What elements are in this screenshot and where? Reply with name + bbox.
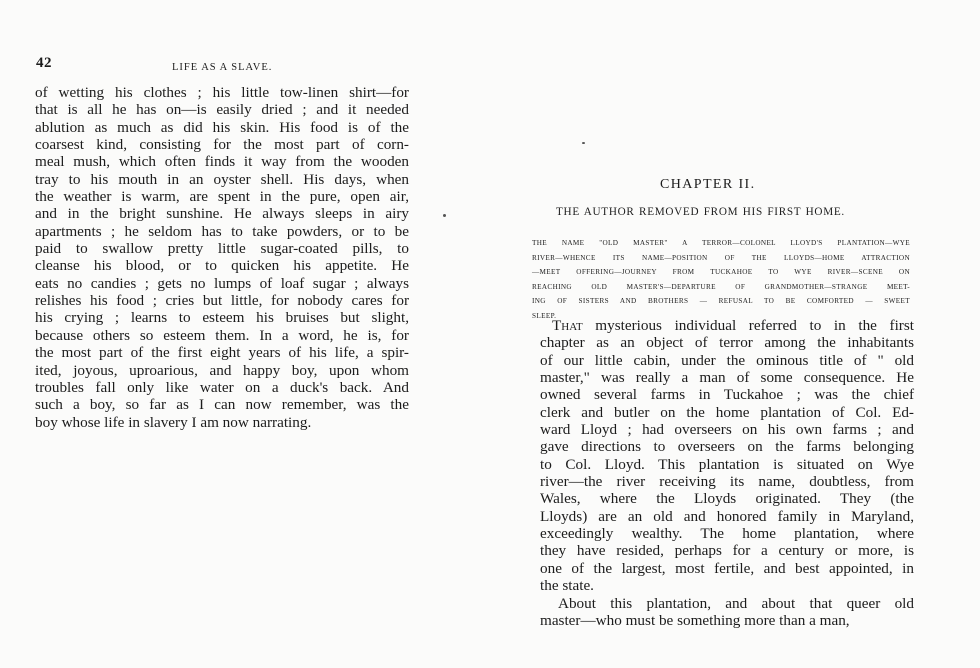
chapter-title: THE AUTHOR REMOVED FROM HIS FIRST HOME.: [556, 206, 845, 218]
body-line: and in the bright sunshine. He always sleeps in airy: [35, 205, 409, 223]
summary-line: REACHING OLD MASTER'S—DEPARTURE OF GRANDMOTHER—STRANGE MEET-: [532, 282, 910, 291]
body-line: master," was really a man of some consequence. He: [540, 369, 914, 387]
body-line: of our little cabin, under the ominous title of " old: [540, 351, 914, 369]
right-page-body-text: [540, 317, 914, 629]
body-line: chapter as an object of terror among the inhabitants: [540, 334, 914, 352]
summary-line: ING OF SISTERS AND BROTHERS — REFUSAL TO BE COMFORTED — SWEET: [532, 297, 910, 306]
body-line: eats no candies ; gets no lumps of loaf sugar ; always: [35, 274, 409, 292]
body-line: tray to his mouth in an oyster shell. His days, when: [35, 170, 409, 188]
left-page-body-text: [35, 84, 409, 431]
body-line: exceedingly wealthy. The home plantation, where: [540, 525, 914, 543]
body-line: coarsest kind, consisting for the most part of corn-: [35, 136, 409, 154]
body-line: gave directions to overseers on the farms belonging: [540, 438, 914, 456]
body-line: ward Lloyd ; had overseers on his own farms ; and: [540, 421, 914, 439]
opening-word: That: [552, 317, 583, 334]
body-line: river—the river receiving its name, doubtless, from: [540, 473, 914, 491]
body-line: such a boy, so far as I can now remember, was the: [35, 396, 409, 414]
body-line: [540, 317, 914, 334]
body-line: meal mush, which often finds it way from the wooden: [35, 153, 409, 171]
body-line: his crying ; learns to esteem his bruises but slight,: [35, 309, 409, 327]
body-line: one of the largest, most fertile, and best appointed, in: [540, 559, 914, 577]
body-line: clerk and butler on the home plantation of Col. Ed-: [540, 403, 914, 421]
body-line: ablution as much as did his skin. His food is of the: [35, 118, 409, 136]
summary-line: SLEEP.: [532, 311, 557, 320]
body-line: because others so esteem them. In a word, he is, for: [35, 326, 409, 344]
body-line: owned several farms in Tuckahoe ; was the chief: [540, 386, 914, 404]
ink-speck: [582, 142, 585, 144]
body-line: About this plantation, and about that queer old: [558, 594, 914, 612]
body-line: Wales, where the Lloyds originated. They (the: [540, 490, 914, 508]
left-page: [0, 0, 470, 668]
body-line: they have resided, perhaps for a century or more, is: [540, 542, 914, 560]
body-line: relishes his food ; cries but little, for nobody cares for: [35, 292, 409, 310]
chapter-summary: [532, 236, 910, 324]
body-line: ited, joyous, uproarious, and happy boy, upon whom: [35, 361, 409, 379]
body-line: the most part of the first eight years of his life, a spir-: [35, 344, 409, 362]
body-line: Lloyds) are an old and honored family in Maryland,: [540, 507, 914, 525]
summary-line: —MEET OFFERING—JOURNEY FROM TUCKAHOE TO WYE RIVER—SCENE ON: [532, 268, 910, 277]
right-page: [470, 0, 980, 668]
chapter-heading: CHAPTER II.: [660, 177, 756, 192]
body-line: the weather is warm, are spent in the pure, open air,: [35, 188, 409, 206]
body-line: that is all he has on—is easily dried ; and it needed: [35, 101, 409, 119]
body-line: the state.: [540, 577, 594, 595]
summary-line: RIVER—WHENCE ITS NAME—POSITION OF THE LLOYDS—HOME ATTRACTION: [532, 253, 910, 262]
ink-speck: [443, 214, 446, 217]
summary-line: THE NAME "OLD MASTER" A TERROR—COLONEL LLOYD'S PLANTATION—WYE: [532, 239, 910, 247]
page-number: 42: [36, 55, 52, 71]
body-line: cleanse his blood, or to quicken his appetite. He: [35, 257, 409, 275]
body-line: paid to swallow pretty little sugar-coated pills, to: [35, 240, 409, 258]
body-line: apartments ; he seldom has to take powders, or to be: [35, 222, 409, 240]
first-line-rest: mysterious individual referred to in the first: [582, 317, 914, 334]
body-line: boy whose life in slavery I am now narrating.: [35, 413, 312, 431]
body-line: to Col. Lloyd. This plantation is situated on Wye: [540, 455, 914, 473]
body-line: master—who must be something more than a man,: [540, 611, 850, 629]
running-head: LIFE AS A SLAVE.: [172, 62, 273, 73]
body-line: of wetting his clothes ; his little tow-linen shirt—for: [35, 84, 409, 101]
body-line: troubles fall only like water on a duck's back. And: [35, 378, 409, 396]
